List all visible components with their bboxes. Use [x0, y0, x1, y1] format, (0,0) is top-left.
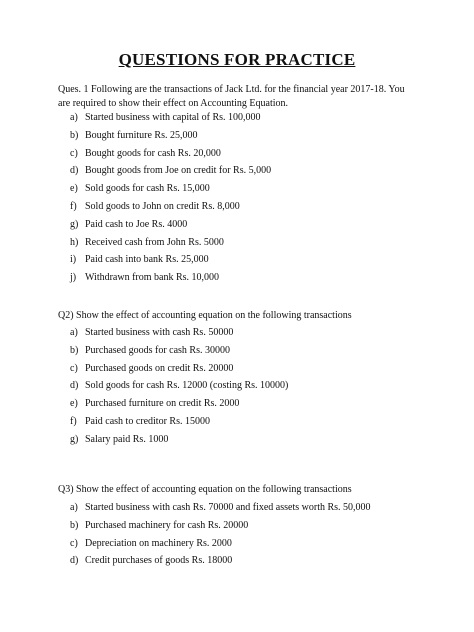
list-item: [70, 148, 271, 166]
list-item: [70, 363, 288, 381]
question-1-list: [70, 112, 271, 290]
list-item-text: Paid cash to Joe Rs. 4000: [85, 218, 188, 230]
list-item-text: Paid cash into bank Rs. 25,000: [85, 254, 209, 266]
list-item-text: Bought furniture Rs. 25,000: [85, 129, 198, 141]
list-item: [70, 416, 288, 434]
list-item-text: Started business with cash Rs. 50000: [85, 327, 234, 338]
list-marker: e): [70, 183, 78, 195]
question-2-list: [70, 327, 288, 452]
list-marker: c): [70, 537, 78, 549]
list-item: [70, 165, 271, 183]
list-item-text: Paid cash to creditor Rs. 15000: [85, 415, 210, 427]
list-item-text: Bought goods for cash Rs. 20,000: [85, 147, 221, 159]
list-item: [70, 272, 271, 290]
list-marker: a): [70, 112, 78, 123]
list-item-text: Purchased goods for cash Rs. 30000: [85, 344, 230, 356]
list-item: [70, 502, 371, 520]
list-item-text: Purchased furniture on credit Rs. 2000: [85, 398, 240, 410]
list-item-text: Purchased machinery for cash Rs. 20000: [85, 519, 249, 531]
question-2-text: Q2) Show the effect of accounting equation on the following transactions: [58, 310, 352, 321]
list-item: [70, 398, 288, 416]
list-marker: b): [70, 344, 79, 356]
list-item: [70, 345, 288, 363]
list-marker: c): [70, 147, 78, 159]
list-marker: b): [70, 519, 79, 531]
list-marker: d): [70, 165, 79, 177]
list-marker: h): [70, 236, 79, 248]
list-item: [70, 434, 288, 452]
list-item: [70, 201, 271, 219]
question-3-text: Q3) Show the effect of accounting equation on the following transactions: [58, 484, 352, 495]
list-marker: i): [70, 254, 77, 266]
question-3-list: [70, 502, 371, 573]
list-item: [70, 380, 288, 398]
list-item-text: Sold goods for cash Rs. 15,000: [85, 183, 210, 195]
list-item-text: Credit purchases of goods Rs. 18000: [85, 555, 233, 567]
list-item: [70, 520, 371, 538]
list-item-text: Started business with cash Rs. 70000 and fixed assets worth Rs. 50,000: [85, 502, 371, 513]
list-marker: d): [70, 380, 79, 392]
list-item: [70, 112, 271, 130]
list-item: [70, 555, 371, 573]
list-marker: d): [70, 555, 79, 567]
list-marker: g): [70, 433, 79, 445]
list-item: [70, 254, 271, 272]
page-title: QUESTIONS FOR PRACTICE: [118, 50, 356, 69]
list-item: [70, 237, 271, 255]
list-item-text: Received cash from John Rs. 5000: [85, 236, 224, 248]
list-item-text: Salary paid Rs. 1000: [85, 433, 169, 445]
list-item: [70, 327, 288, 345]
list-item-text: Sold goods for cash Rs. 12000 (costing Rs. 10000): [85, 380, 289, 392]
list-item-text: Purchased goods on credit Rs. 20000: [85, 362, 234, 374]
list-marker: b): [70, 129, 79, 141]
list-item-text: Withdrawn from bank Rs. 10,000: [85, 272, 220, 284]
list-item-text: Sold goods to John on credit Rs. 8,000: [85, 200, 240, 212]
list-marker: e): [70, 398, 78, 410]
list-marker: g): [70, 218, 79, 230]
list-item: [70, 130, 271, 148]
list-marker: a): [70, 327, 78, 338]
question-1-text: Ques. 1 Following are the transactions of Jack Ltd. for the financial year 2017-18. You are required to show their effect on Accounting Equation.: [58, 84, 405, 109]
list-item-text: Depreciation on machinery Rs. 2000: [85, 537, 232, 549]
list-marker: f): [70, 200, 77, 212]
list-item: [70, 538, 371, 556]
list-item-text: Bought goods from Joe on credit for Rs. 5,000: [85, 165, 272, 177]
list-marker: a): [70, 502, 78, 513]
list-item: [70, 219, 271, 237]
list-marker: f): [70, 415, 77, 427]
list-marker: c): [70, 362, 78, 374]
list-item: [70, 183, 271, 201]
list-item-text: Started business with capital of Rs. 100,000: [85, 112, 261, 123]
list-marker: j): [70, 272, 77, 284]
